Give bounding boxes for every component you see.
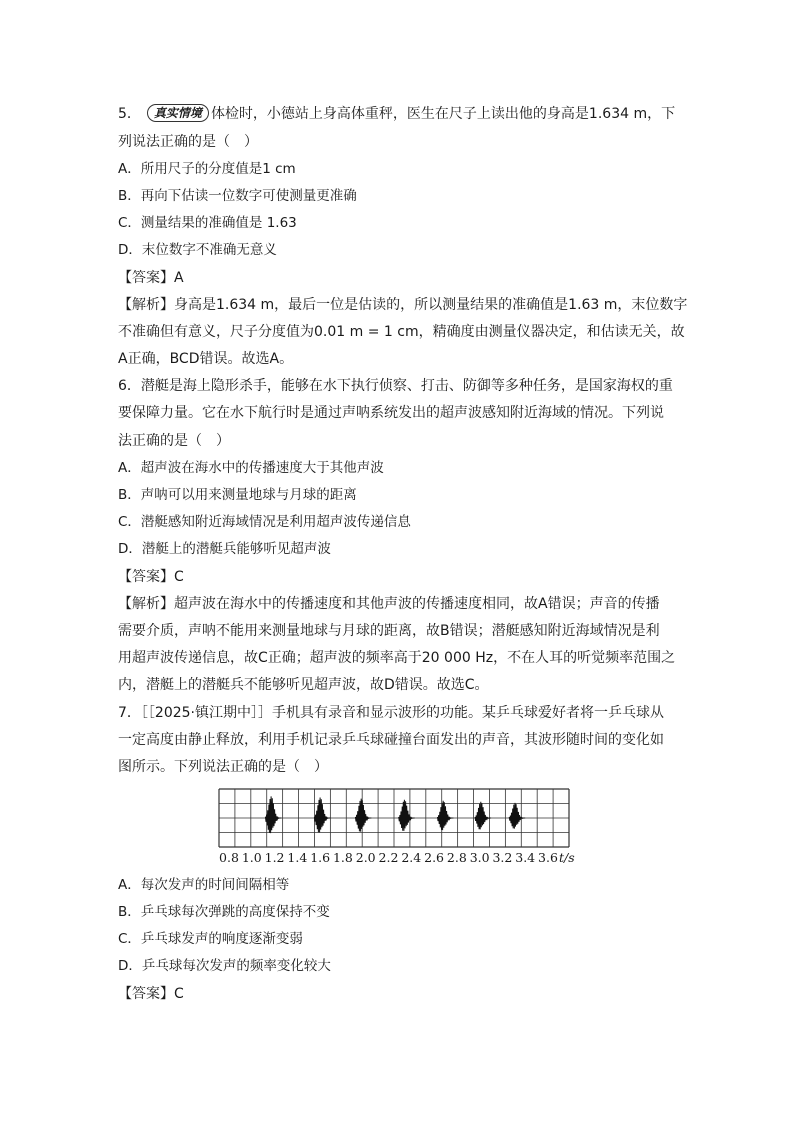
q7-option-d: D．乒乓球每次发声的频率变化较大	[118, 958, 331, 974]
time-tick-label: 1.2	[264, 850, 285, 865]
q6-option-d: D．潜艇上的潜艇兵能够听见超声波	[118, 541, 331, 557]
time-tick-label: 1.8	[332, 850, 353, 865]
q6-stem-line-1: 6．潜艇是海上隐形杀手，能够在水下执行侦察、打击、防御等多种任务，是国家海权的重	[118, 378, 673, 394]
q5-stem-line-1	[118, 104, 675, 124]
time-tick-label: 1.6	[310, 850, 331, 865]
scenario-tag: 真实情境	[147, 104, 209, 122]
q7-stem-line-2: 一定高度由静止释放，利用手机记录乒乓球碰撞台面发出的声音，其波形随时间的变化如	[118, 732, 664, 748]
q6-analysis-line-3: 用超声波传递信息，故C正确；超声波的频率高于20 000 Hz，不在人耳的听觉频率范围之	[118, 650, 676, 666]
time-tick-label: 1.0	[241, 850, 262, 865]
time-tick-label: 2.0	[355, 850, 376, 865]
time-tick-label: 0.8	[219, 850, 239, 865]
time-unit-label: t/s	[558, 850, 575, 865]
q5-stem-text: 体检时，小德站上身高体重秤，医生在尺子上读出他的身高是1.634 m，下	[210, 106, 676, 122]
q5-option-a: A．所用尺子的分度值是1 cm	[118, 161, 296, 177]
sound-burst-waveform	[475, 802, 491, 830]
time-tick-label: 1.4	[287, 850, 308, 865]
q6-option-c: C．潜艇感知附近海域情况是利用超声波传递信息	[118, 514, 411, 530]
time-tick-label: 2.6	[424, 850, 445, 865]
q5-analysis-line-2: 不准确但有意义，尺子分度值为0.01 m = 1 cm，精确度由测量仪器决定，和估读无关，故	[118, 324, 685, 340]
q6-answer: 【答案】C	[118, 569, 184, 585]
q5-stem-line-2: 列说法正确的是（ ）	[118, 134, 258, 150]
q5-option-c: C．测量结果的准确值是 1.63	[118, 215, 297, 231]
q6-analysis-line-2: 需要介质，声呐不能用来测量地球与月球的距离，故B错误；潜艇感知附近海域情况是利	[118, 623, 660, 639]
time-tick-label: 3.4	[515, 850, 536, 865]
time-tick-label: 3.6	[538, 850, 558, 865]
q6-analysis-line-1: 【解析】超声波在海水中的传播速度和其他声波的传播速度相同，故A错误；声音的传播	[118, 596, 660, 612]
sound-burst-waveform	[265, 796, 281, 833]
time-tick-label: 3.2	[492, 850, 513, 865]
q6-analysis-line-4: 内，潜艇上的潜艇兵不能够听见超声波，故D错误。故选C。	[118, 677, 489, 693]
q7-stem-line-1: 7．［［2025·镇江期中］］手机具有录音和显示波形的功能。某乒乓球爱好者将一乒乓球从	[118, 705, 664, 721]
time-tick-label: 2.2	[378, 850, 399, 865]
waveform-graph	[218, 788, 578, 848]
q7-option-a: A．每次发声的时间间隔相等	[118, 877, 290, 893]
q6-stem-line-3: 法正确的是（ ）	[118, 433, 230, 449]
q5-option-b: B．再向下估读一位数字可使测量更准确	[118, 188, 357, 204]
q5-analysis-line-1: 【解析】身高是1.634 m，最后一位是估读的，所以测量结果的准确值是1.63 m，末位数字	[118, 297, 688, 313]
time-tick-label: 2.8	[446, 850, 467, 865]
q5-answer: 【答案】A	[118, 270, 184, 286]
question-number: 5．	[118, 106, 141, 122]
q5-option-d: D．末位数字不准确无意义	[118, 242, 277, 258]
q6-stem-line-2: 要保障力量。它在水下航行时是通过声呐系统发出的超声波感知附近海域的情况。下列说	[118, 405, 664, 421]
q6-option-a: A．超声波在海水中的传播速度大于其他声波	[118, 460, 384, 476]
q7-option-b: B．乒乓球每次弹跳的高度保持不变	[118, 904, 330, 920]
q7-answer: 【答案】C	[118, 986, 184, 1002]
sound-burst-waveform	[399, 800, 415, 831]
q6-option-b: B．声呐可以用来测量地球与月球的距离	[118, 487, 357, 503]
sound-burst-waveform	[314, 798, 330, 833]
time-axis-labels	[218, 850, 598, 866]
time-tick-label: 3.0	[469, 850, 490, 865]
sound-burst-waveform	[509, 803, 525, 829]
q7-stem-line-3: 图所示。下列说法正确的是（ ）	[118, 759, 328, 775]
q5-analysis-line-3: A正确，BCD错误。故选A。	[118, 351, 294, 367]
time-tick-label: 2.4	[401, 850, 422, 865]
q7-option-c: C．乒乓球发声的响度逐渐变弱	[118, 931, 303, 947]
sound-burst-waveform	[438, 801, 454, 830]
